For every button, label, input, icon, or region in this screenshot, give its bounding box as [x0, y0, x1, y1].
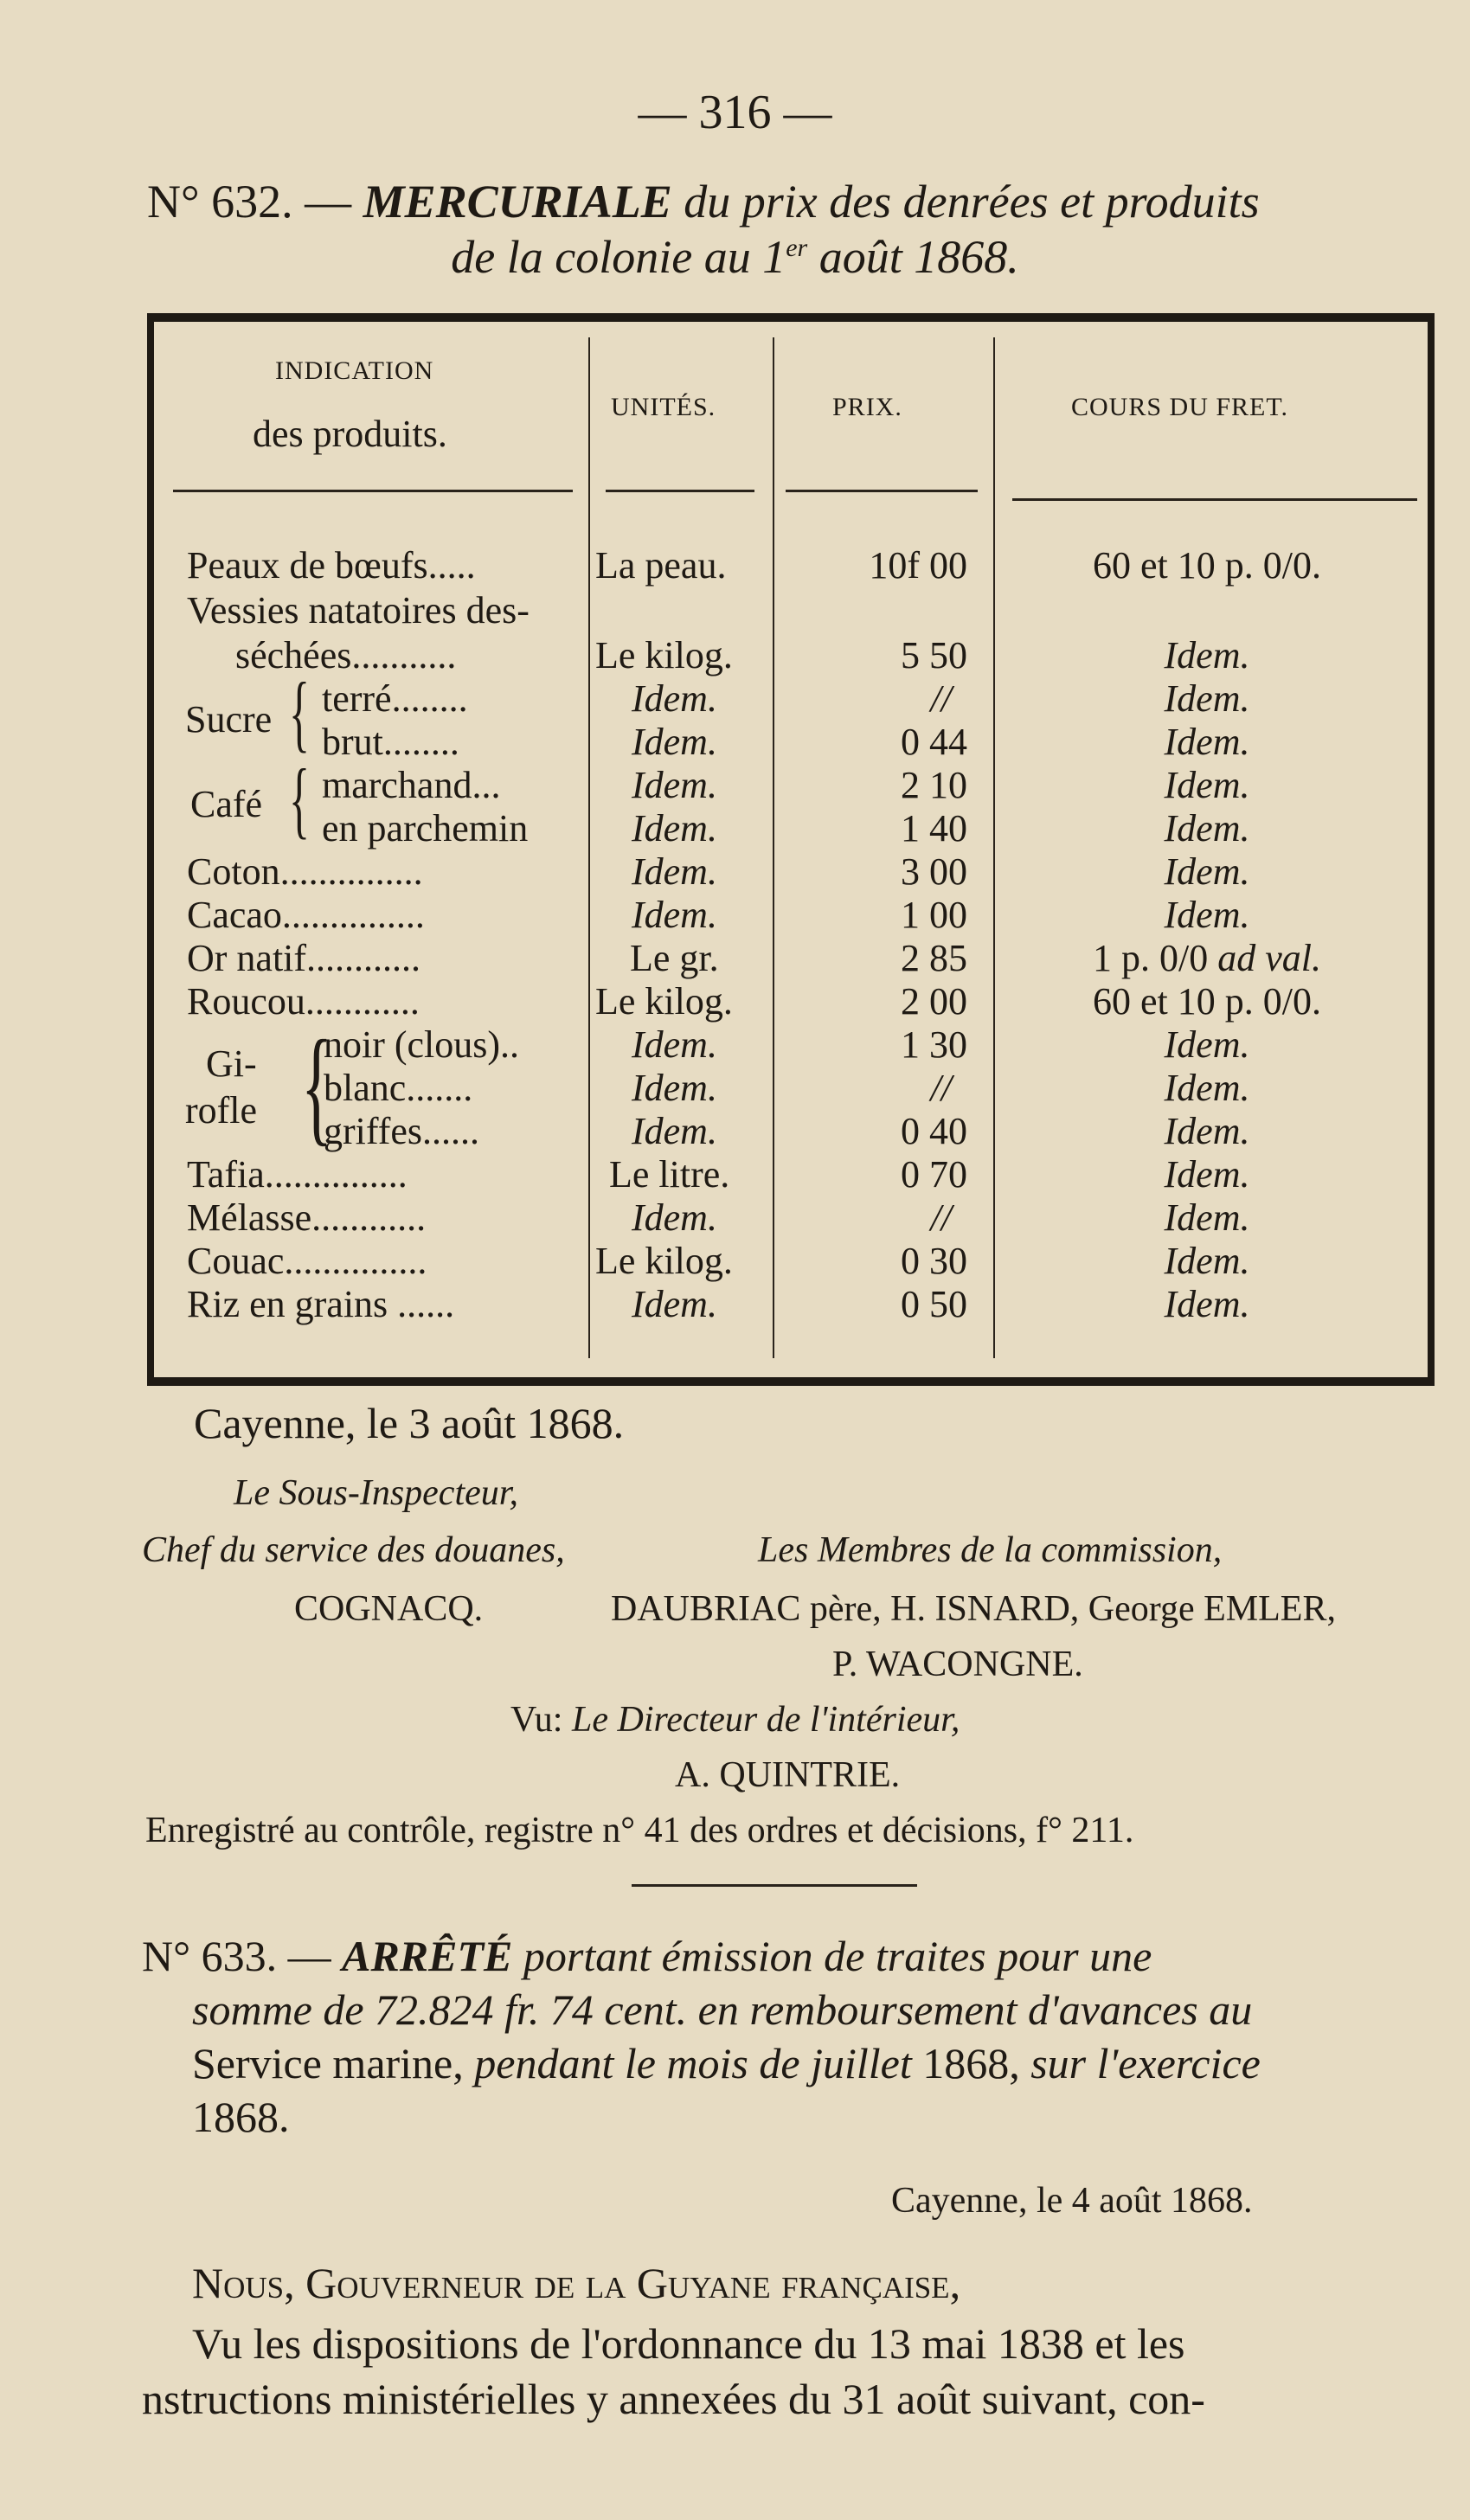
entry-number: N° 632.	[147, 176, 293, 228]
section-separator	[632, 1884, 917, 1887]
heading-sup: er	[786, 234, 808, 262]
product-cours: Idem.	[1164, 764, 1250, 806]
signature-waconge: P. WACONGNE.	[832, 1645, 1083, 1684]
product-name: Or natif............	[187, 937, 421, 979]
column-divider	[588, 337, 590, 1358]
product-name: noir (clous)..	[324, 1023, 520, 1066]
product-cours: Idem.	[1164, 1283, 1250, 1325]
place-date: Cayenne, le 3 août 1868.	[194, 1399, 625, 1447]
header-rule	[173, 490, 573, 492]
product-cours: 60 et 10 p. 0/0.	[1093, 544, 1321, 587]
product-price: 2 10	[901, 764, 967, 806]
chef-service: Chef du service des douanes,	[142, 1530, 565, 1570]
product-cours: Idem.	[1164, 677, 1250, 720]
product-unit: Idem.	[632, 1023, 717, 1066]
entry-title: MERCURIALE	[363, 176, 672, 228]
header-rule	[606, 490, 754, 492]
entry-632-heading-line2	[0, 230, 1470, 284]
product-cours: Idem.	[1164, 721, 1250, 763]
product-name: Mélasse............	[187, 1196, 427, 1239]
product-cours	[1004, 936, 1410, 981]
product-price: 3 00	[901, 850, 967, 893]
product-price: 1 30	[901, 1023, 967, 1066]
cours-value: 1 p. 0/0	[1093, 937, 1218, 979]
product-price: 10f 00	[869, 544, 967, 587]
product-cours: Idem.	[1164, 850, 1250, 893]
product-cours: Idem.	[1164, 1196, 1250, 1239]
vu-instructions: nstructions ministérielles y annexées du 31 août suivant, con-	[142, 2375, 1205, 2423]
product-price: 1 40	[901, 807, 967, 850]
entry-633-line1	[142, 1931, 1152, 1981]
product-price: 0 40	[901, 1110, 967, 1152]
column-divider	[773, 337, 774, 1358]
sous-inspecteur: Le Sous-Inspecteur,	[234, 1473, 518, 1513]
brace-icon: {	[301, 1014, 332, 1157]
entry-633-date: Cayenne, le 4 août 1868.	[891, 2181, 1253, 2221]
product-unit: Le gr.	[630, 937, 719, 979]
entry-633-line3	[192, 2038, 1261, 2088]
product-unit: Idem.	[632, 1067, 717, 1109]
product-unit: Idem.	[632, 1196, 717, 1239]
product-cours: Idem.	[1164, 807, 1250, 850]
product-name: Tafia...............	[187, 1153, 408, 1196]
line3-part: 1868,	[911, 2039, 1031, 2087]
group-label-girofle: Gi-	[206, 1042, 257, 1085]
product-cours: 60 et 10 p. 0/0.	[1093, 980, 1321, 1023]
product-unit: Le kilog.	[595, 634, 733, 676]
product-name: Couac...............	[187, 1240, 427, 1282]
entry-dash: —	[305, 176, 352, 228]
product-price: 0 44	[901, 721, 967, 763]
nous-gouverneur: Nous, Gouverneur de la Guyane française,	[192, 2259, 961, 2307]
signature-quintrie: A. QUINTRIE.	[675, 1755, 901, 1795]
header-produits: des produits.	[253, 413, 447, 455]
line3-part: sur l'exercice	[1030, 2039, 1261, 2087]
header-prix: PRIX.	[832, 393, 902, 421]
product-cours: Idem.	[1164, 1023, 1250, 1066]
product-name: marchand...	[322, 764, 501, 806]
heading-date-b: août 1868.	[807, 231, 1019, 283]
product-price: 2 00	[901, 980, 967, 1023]
product-cours: Idem.	[1164, 1067, 1250, 1109]
line3-part: pendant le mois de juillet	[474, 2039, 912, 2087]
product-cours: Idem.	[1164, 1153, 1250, 1196]
entry-dash: —	[287, 1932, 331, 1980]
product-price: 1 00	[901, 894, 967, 936]
product-name: terré........	[322, 677, 468, 720]
product-unit: Idem.	[632, 894, 717, 936]
product-name: Riz en grains ......	[187, 1283, 455, 1325]
membres-commission: Les Membres de la commission,	[758, 1530, 1223, 1570]
product-name: Coton...............	[187, 850, 423, 893]
product-unit: Le litre.	[609, 1153, 730, 1196]
group-label-cafe: Café	[190, 783, 263, 825]
vu-label: Vu:	[510, 1700, 572, 1740]
vu-directeur	[510, 1699, 960, 1741]
product-price: //	[930, 1196, 952, 1239]
product-unit: Idem.	[632, 850, 717, 893]
product-name: Cacao...............	[187, 894, 425, 936]
column-divider	[993, 337, 995, 1358]
header-rule	[1012, 498, 1417, 501]
group-label-girofle: rofle	[185, 1089, 258, 1132]
product-cours: Idem.	[1164, 634, 1250, 676]
product-name: blanc.......	[324, 1067, 473, 1109]
product-unit: Idem.	[632, 721, 717, 763]
directeur-label: Le Directeur de l'intérieur,	[571, 1700, 960, 1740]
header-unites: UNITÉS.	[611, 393, 716, 421]
brace-icon: {	[289, 664, 310, 760]
header-cours: COURS DU FRET.	[1071, 393, 1288, 421]
page-number: — 316 —	[638, 86, 832, 139]
product-unit: Le kilog.	[595, 980, 733, 1023]
brace-icon: {	[289, 751, 310, 847]
signature-cognacq: COGNACQ.	[294, 1589, 484, 1629]
entry-subtitle: du prix des denrées et produits	[684, 176, 1260, 228]
product-price: 0 30	[901, 1240, 967, 1282]
product-name: séchées...........	[235, 634, 457, 676]
cours-qualifier: ad val.	[1217, 937, 1321, 979]
product-unit: Idem.	[632, 764, 717, 806]
enregistrement-note: Enregistré au contrôle, registre n° 41 des ordres et décisions, f° 211.	[145, 1811, 1134, 1850]
header-indication: INDICATION	[275, 356, 434, 385]
product-name: Roucou............	[187, 980, 420, 1023]
heading-date-a: de la colonie au 1	[451, 231, 786, 283]
entry-title: ARRÊTÉ	[342, 1932, 513, 1980]
product-price: 0 70	[901, 1153, 967, 1196]
product-price: 0 50	[901, 1283, 967, 1325]
product-name: Peaux de bœufs.....	[187, 544, 476, 587]
vu-dispositions: Vu les dispositions de l'ordonnance du 13 mai 1838 et les	[192, 2319, 1185, 2368]
product-unit: Idem.	[632, 807, 717, 850]
entry-number: N° 633.	[142, 1932, 278, 1980]
product-price: 5 50	[901, 634, 967, 676]
product-name: griffes......	[324, 1110, 480, 1152]
product-name: Vessies natatoires des-	[187, 589, 530, 632]
group-label-sucre: Sucre	[185, 698, 273, 741]
signature-members: DAUBRIAC père, H. ISNARD, George EMLER,	[611, 1589, 1336, 1629]
entry-633-line4: 1868.	[192, 2093, 290, 2141]
product-price: //	[930, 1067, 952, 1109]
line3-part: Service marine,	[192, 2039, 475, 2087]
product-price: 2 85	[901, 937, 967, 979]
header-rule	[786, 490, 978, 492]
product-unit: La peau.	[595, 544, 727, 587]
product-unit: Idem.	[632, 1110, 717, 1152]
product-cours: Idem.	[1164, 894, 1250, 936]
product-name: brut........	[322, 721, 459, 763]
product-unit: Idem.	[632, 677, 717, 720]
product-unit: Idem.	[632, 1283, 717, 1325]
entry-633-line2: somme de 72.824 fr. 74 cent. en remboursement d'avances au	[192, 1985, 1253, 2034]
product-cours: Idem.	[1164, 1240, 1250, 1282]
product-cours: Idem.	[1164, 1110, 1250, 1152]
product-name: en parchemin	[322, 807, 529, 850]
entry-632-heading	[147, 173, 1260, 230]
entry-title-rest: portant émission de traites pour une	[523, 1932, 1152, 1980]
product-unit: Le kilog.	[595, 1240, 733, 1282]
product-price: //	[930, 677, 952, 720]
